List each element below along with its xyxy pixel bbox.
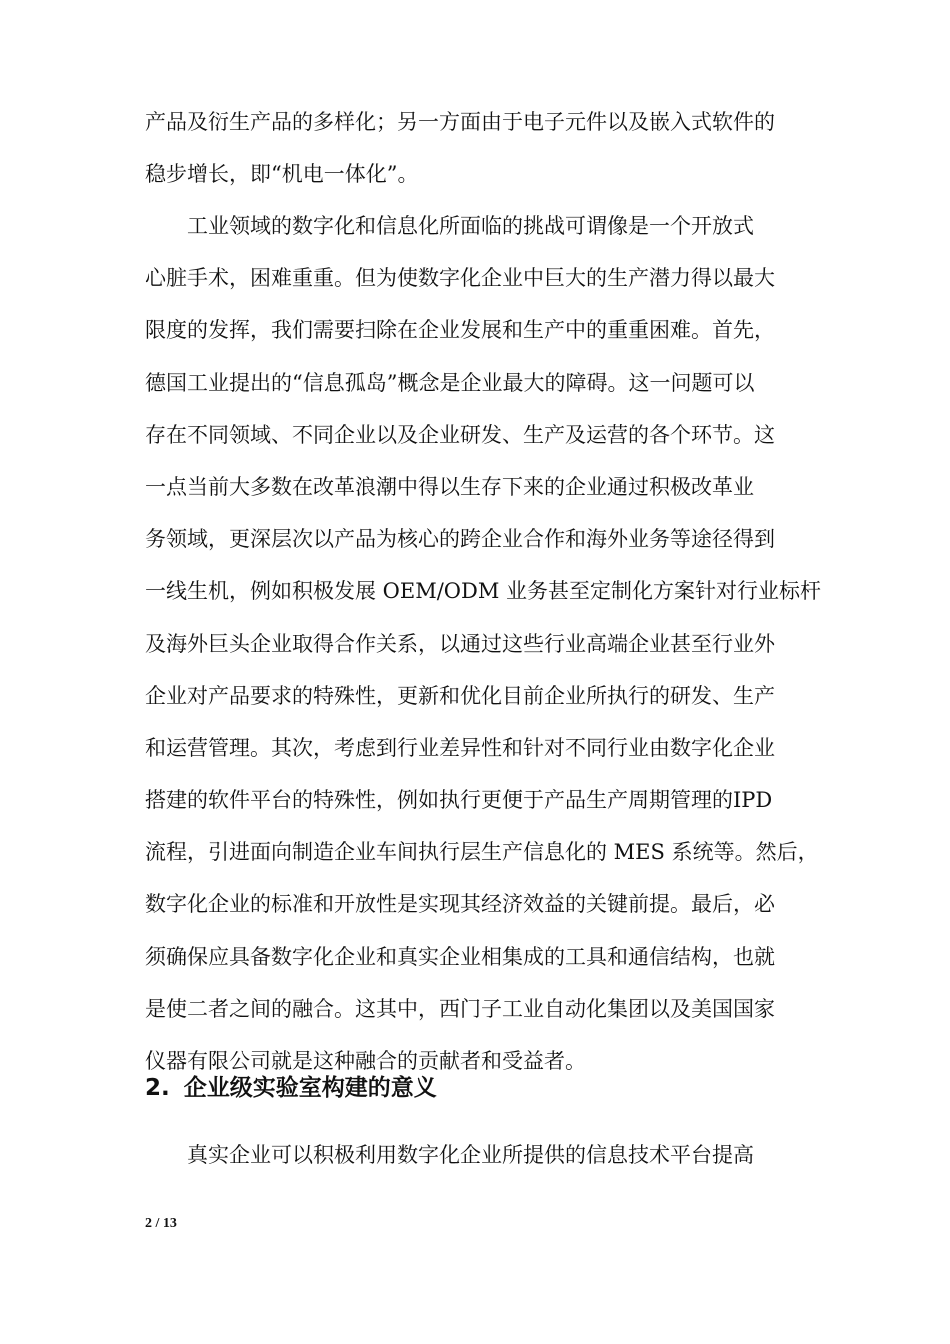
text-line: 一点当前大多数在改革浪潮中得以生存下来的企业通过积极改革业 — [145, 474, 754, 499]
text-line: 心脏手术，困难重重。但为使数字化企业中巨大的生产潜力得以最大 — [145, 266, 775, 291]
paragraph-continuation — [145, 96, 825, 200]
text-line: 德国工业提出的“信息孤岛”概念是企业最大的障碍。这一问题可以 — [145, 370, 755, 395]
text-line: 数字化企业的标准和开放性是实现其经济效益的关键前提。最后，必 — [145, 892, 775, 917]
text-line: 存在不同领域、不同企业以及企业研发、生产及运营的各个环节。这 — [145, 422, 775, 447]
text-line: 稳步增长，即“机电一体化”。 — [145, 162, 419, 187]
text-line: 一线生机，例如积极发展 OEM/ODM 业务甚至定制化方案针对行业标杆 — [145, 579, 822, 604]
text-line: 真实企业可以积极利用数字化企业所提供的信息技术平台提高 — [187, 1143, 754, 1167]
text-line: 务领域，更深层次以产品为核心的跨企业合作和海外业务等途径得到 — [145, 527, 775, 552]
text-line: 和运营管理。其次，考虑到行业差异性和针对不同行业由数字化企业 — [145, 735, 775, 760]
text-line: 产品及衍生产品的多样化；另一方面由于电子元件以及嵌入式软件的 — [145, 110, 775, 134]
text-line: 须确保应具备数字化企业和真实企业相集成的工具和通信结构，也就 — [145, 944, 775, 969]
section-number: 2. — [145, 1075, 170, 1101]
text-line: 企业对产品要求的特殊性，更新和优化目前企业所执行的研发、生产 — [145, 683, 775, 708]
section-title: 企业级实验室构建的意义 — [183, 1075, 437, 1101]
text-line: 限度的发挥，我们需要扫除在企业发展和生产中的重重困难。首先， — [145, 318, 775, 343]
section-heading — [145, 1068, 437, 1108]
text-line: 是使二者之间的融合。这其中，西门子工业自动化集团以及美国国家 — [145, 996, 775, 1021]
page-number: 2 / 13 — [145, 1216, 177, 1231]
text-line: 及海外巨头企业取得合作关系，以通过这些行业高端企业甚至行业外 — [145, 631, 775, 656]
text-line: 流程，引进面向制造企业车间执行层生产信息化的 MES 系统等。然后， — [145, 840, 819, 865]
text-line: 搭建的软件平台的特殊性，例如执行更便于产品生产周期管理的IPD — [145, 788, 773, 813]
paragraph-digitalization-challenges — [145, 200, 825, 1087]
text-line: 工业领域的数字化和信息化所面临的挑战可谓像是一个开放式 — [187, 214, 754, 238]
paragraph-section-intro — [145, 1129, 825, 1181]
text-line: 仪器有限公司就是这种融合的贡献者和受益者。 — [145, 1049, 586, 1073]
